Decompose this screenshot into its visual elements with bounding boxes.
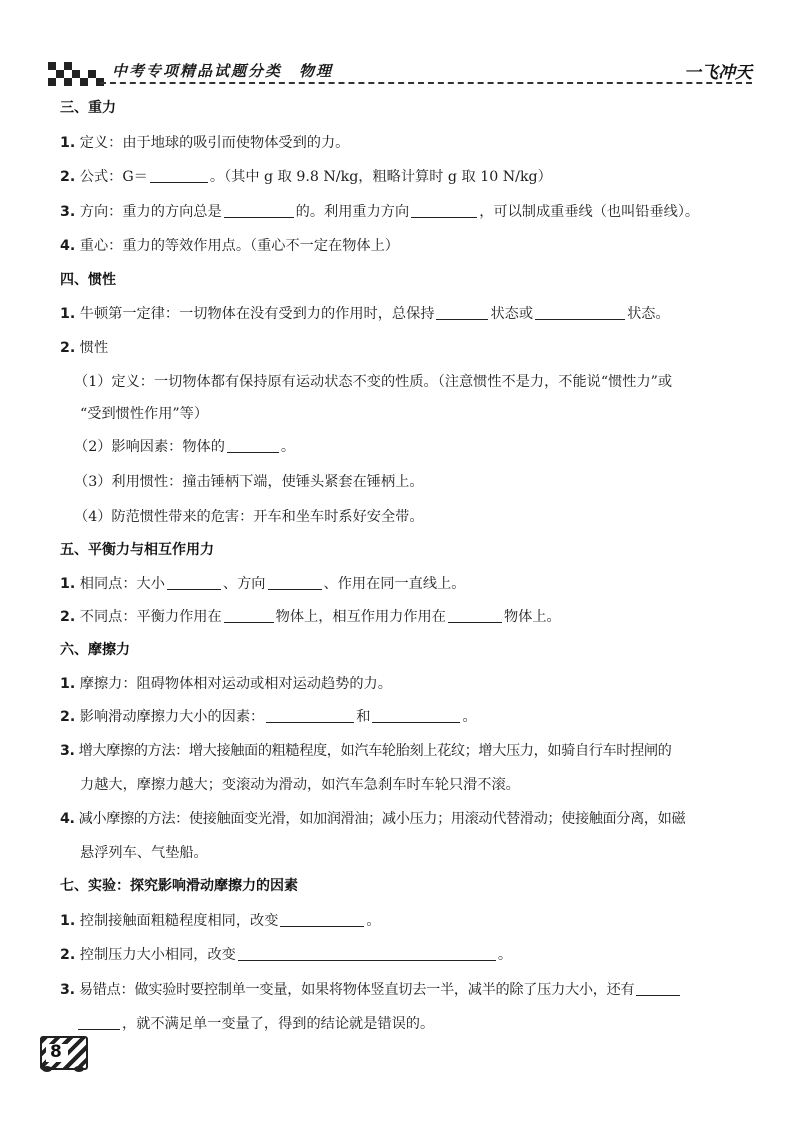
answer-blank[interactable]: [636, 981, 680, 996]
answer-blank[interactable]: [167, 575, 221, 590]
inertia-sub-1a: （1）定义：一切物体都有保持原有运动状态不变的性质。（注意惯性不是力，不能说“惯性力”或: [74, 374, 673, 390]
inertia-sub-4: （4）防范惯性带来的危害：开车和坐车时系好安全带。: [74, 509, 424, 525]
gravity-line-2: 2. 公式：G＝ 。（其中 g 取 9.8 N/kg，粗略计算时 g 取 10 N/kg）: [60, 169, 552, 185]
page-number-badge: [40, 1036, 86, 1076]
friction-line-2: 2. 影响滑动摩擦力大小的因素： 和 。: [60, 709, 477, 725]
answer-blank[interactable]: [411, 203, 477, 218]
answer-blank[interactable]: [238, 946, 496, 961]
header-title: 中考专项精品试题分类 物理: [112, 62, 334, 80]
balance-line-1: 1. 相同点：大小 、方向 、作用在同一直线上。: [60, 576, 466, 592]
gravity-line-1: 1. 定义：由于地球的吸引而使物体受到的力。: [60, 135, 350, 151]
badge-foot-icon: [74, 1066, 84, 1072]
friction-line-3a: 3. 增大摩擦的方法：增大接触面的粗糙程度，如汽车轮胎刻上花纹；增大压力，如骑自行车时捏闸的: [60, 743, 672, 759]
balance-line-2: 2. 不同点：平衡力作用在 物体上，相互作用力作用在 物体上。: [60, 609, 561, 625]
friction-line-3b: 力越大，摩擦力越大；变滚动为滑动，如汽车急刹车时车轮只滑不滚。: [80, 777, 520, 793]
friction-line-4b: 悬浮列车、气垫船。: [80, 845, 208, 861]
answer-blank[interactable]: [224, 608, 274, 623]
answer-blank[interactable]: [266, 708, 354, 723]
brand-logo-text: 一飞冲天: [684, 63, 752, 83]
friction-line-1: 1. 摩擦力：阻碍物体相对运动或相对运动趋势的力。: [60, 676, 392, 692]
inertia-sub-1b: “受到惯性作用”等）: [80, 406, 209, 422]
experiment-line-1: 1. 控制接触面粗糙程度相同，改变 。: [60, 913, 381, 929]
inertia-line-2: 2. 惯性: [60, 340, 109, 356]
answer-blank[interactable]: [436, 305, 488, 320]
gravity-line-4: 4. 重心：重力的等效作用点。（重心不一定在物体上）: [60, 238, 399, 254]
answer-blank[interactable]: [448, 608, 502, 623]
answer-blank[interactable]: [280, 912, 364, 927]
answer-blank[interactable]: [78, 1015, 120, 1030]
answer-blank[interactable]: [227, 438, 279, 453]
section-heading-gravity: 三、重力: [60, 100, 116, 116]
badge-foot-icon: [42, 1066, 52, 1072]
section-heading-friction: 六、摩擦力: [60, 642, 130, 658]
friction-line-4a: 4. 减小摩擦的方法：使接触面变光滑，如加润滑油；减小压力；用滚动代替滑动；使接触面分离，如磁: [60, 811, 686, 827]
answer-blank[interactable]: [268, 575, 322, 590]
answer-blank[interactable]: [535, 305, 625, 320]
experiment-line-3a: 3. 易错点：做实验时要控制单一变量，如果将物体竖直切去一半，减半的除了压力大小，还有: [60, 980, 682, 1000]
inertia-sub-3: （3）利用惯性：撞击锤柄下端，使锤头紧套在锤柄上。: [74, 474, 424, 490]
section-heading-experiment: 七、实验：探究影响滑动摩擦力的因素: [60, 878, 298, 894]
experiment-line-3b: ，就不满足单一变量了，得到的结论就是错误的。: [76, 1014, 434, 1034]
experiment-line-2: 2. 控制压力大小相同，改变 。: [60, 947, 513, 963]
gravity-line-3: 3. 方向：重力的方向总是 的。利用重力方向 ，可以制成重垂线（也叫铅垂线）。: [60, 204, 700, 220]
answer-blank[interactable]: [224, 203, 294, 218]
section-heading-inertia: 四、惯性: [60, 272, 116, 288]
section-heading-balance: 五、平衡力与相互作用力: [60, 542, 214, 558]
page-number: 8: [50, 1042, 62, 1062]
answer-blank[interactable]: [150, 168, 208, 183]
answer-blank[interactable]: [372, 708, 460, 723]
inertia-line-1: 1. 牛顿第一定律：一切物体在没有受到力的作用时，总保持 状态或 状态。: [60, 306, 670, 322]
inertia-sub-2: （2）影响因素：物体的 。: [74, 439, 296, 455]
